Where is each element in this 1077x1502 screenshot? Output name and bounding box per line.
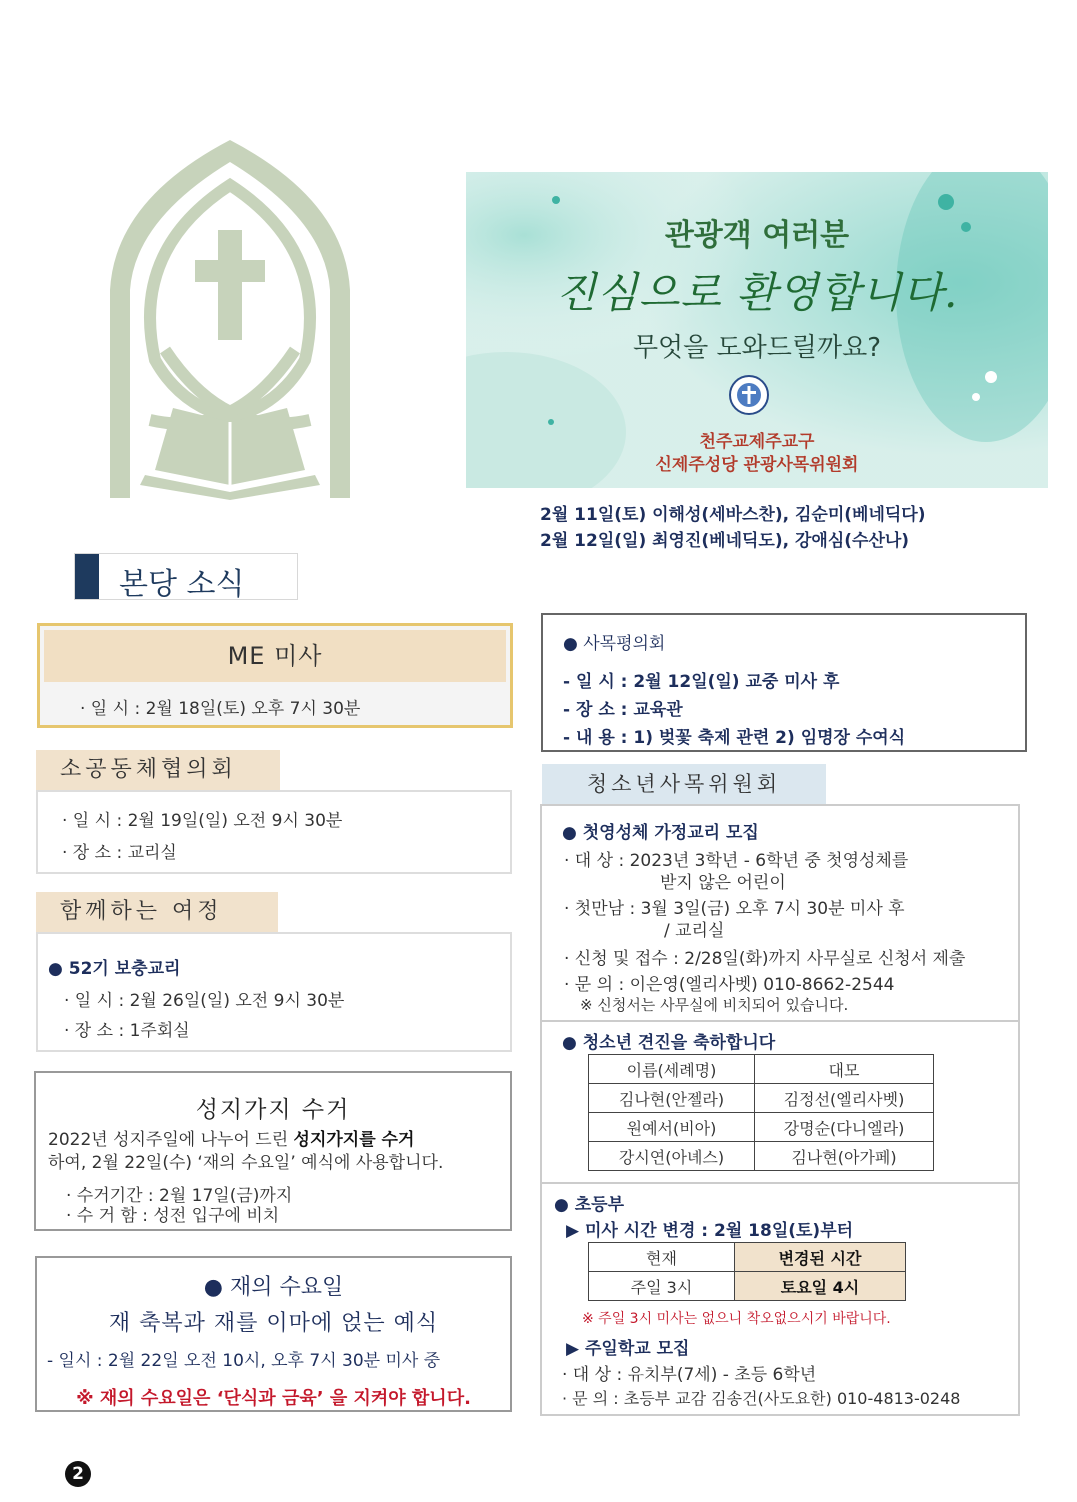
table-cell: 김나현(아가페)	[755, 1142, 934, 1171]
table-cell: 강명순(다니엘라)	[755, 1113, 934, 1142]
palm-box-location: · 수 거 함 : 성전 입구에 비치	[66, 1206, 280, 1226]
elementary-note: ※ 주일 3시 미사는 없으니 착오없으시기 바랍니다.	[582, 1311, 891, 1327]
ash-warning: ※ 재의 수요일은 ‘단식과 금육’ 을 지켜야 합니다.	[76, 1388, 471, 1409]
table-row	[589, 1272, 906, 1301]
divider	[542, 1182, 1018, 1184]
together-time: · 일 시 : 2월 26일(일) 오전 9시 30분	[64, 991, 345, 1011]
page-number: 2	[65, 1461, 91, 1487]
palm-period: · 수거기간 : 2월 17일(금)까지	[66, 1186, 293, 1206]
sunday-school-target: · 대 상 : 유치부(7세) - 초등 6학년	[562, 1365, 817, 1385]
palm-collection-box	[34, 1071, 512, 1231]
palm-paragraph	[48, 1129, 498, 1175]
church-arch-icon	[105, 140, 355, 500]
palm-text-c: 하여, 2월 22일(수) ‘재의 수요일’ 예식에 사용합니다.	[48, 1153, 444, 1173]
divider	[542, 1020, 1018, 1022]
communion-contact: · 문 의 : 이은영(엘리사벳) 010-8662-2544	[564, 975, 895, 995]
ash-title: ● 재의 수요일	[203, 1275, 344, 1300]
table-header-cell: 현재	[589, 1243, 735, 1272]
table-row	[589, 1113, 934, 1142]
table-cell: 주일 3시	[589, 1272, 735, 1301]
together-place: · 장 소 : 1주회실	[64, 1021, 190, 1041]
small-community-place: · 장 소 : 교리실	[62, 843, 177, 863]
sunday-school-title: ▶ 주일학교 모집	[566, 1339, 690, 1359]
section-header-bar	[75, 554, 99, 599]
mass-time-table	[588, 1242, 906, 1301]
table-cell: 김정선(엘리사벳)	[755, 1084, 934, 1113]
ash-time: - 일시 : 2월 22일 오전 10시, 오후 7시 30분 미사 중	[47, 1351, 441, 1371]
table-cell: 김나현(안젤라)	[589, 1084, 755, 1113]
small-community-time: · 일 시 : 2월 19일(일) 오전 9시 30분	[62, 811, 343, 831]
confirmation-title: ● 청소년 견진을 축하합니다	[562, 1033, 776, 1053]
together-title: 함께하는 여정	[36, 892, 278, 932]
ash-subtitle: 재 축복과 재를 이마에 얹는 예식	[108, 1311, 439, 1336]
banner-org2: 신제주성당 관광사목위원회	[655, 455, 859, 475]
me-mass-time: · 일 시 : 2월 18일(토) 오후 7시 30분	[80, 699, 361, 719]
banner-line1: 관광객 여러분	[664, 218, 850, 253]
together-box	[36, 932, 512, 1052]
communion-title: ● 첫영성체 가정교리 모집	[562, 823, 759, 843]
pastoral-title: ● 사목평의회	[563, 634, 666, 654]
pastoral-time: - 일 시 : 2월 12일(일) 교중 미사 후	[563, 672, 840, 692]
table-header-cell: 변경된 시간	[735, 1243, 906, 1272]
elementary-title: ● 초등부	[554, 1195, 625, 1215]
ash-wednesday-box	[35, 1256, 512, 1412]
together-item: ● 52기 보충교리	[48, 959, 181, 979]
communion-first-meeting-cont: / 교리실	[664, 921, 725, 941]
parish-logo	[105, 140, 355, 500]
communion-first-meeting: · 첫만남 : 3월 3일(금) 오후 7시 30분 미사 후	[564, 899, 905, 919]
tourist-welcome-banner	[466, 172, 1048, 488]
palm-title: 성지가지 수거	[195, 1097, 351, 1123]
mass-time-change: ▶ 미사 시간 변경 : 2월 18일(토)부터	[566, 1221, 854, 1241]
banner-line2: 진심으로 환영합니다.	[555, 268, 959, 317]
banner-line3: 무엇을 도와드릴까요?	[632, 333, 882, 363]
small-community-title: 소공동체협의회	[36, 750, 280, 790]
table-row	[589, 1084, 934, 1113]
table-cell: 원예서(비아)	[589, 1113, 755, 1142]
palm-text-b: 성지가지를 수거	[293, 1130, 415, 1150]
youth-committee-title: 청소년사목위원회	[542, 764, 826, 804]
banner-org1: 천주교제주교구	[699, 432, 815, 452]
table-row	[589, 1055, 934, 1084]
pastoral-content: - 내 용 : 1) 벚꽃 축제 관련 2) 임명장 수여식	[563, 728, 906, 748]
youth-committee-box	[540, 804, 1020, 1416]
small-community-box	[36, 790, 512, 874]
section-title: 본당 소식	[119, 567, 245, 602]
me-mass-box	[37, 623, 513, 728]
confirmation-table	[588, 1054, 934, 1171]
pastoral-place: - 장 소 : 교육관	[563, 700, 683, 720]
welcome-line2: 2월 12일(일) 최영진(베네딕도), 강애심(수산나)	[540, 531, 910, 551]
pastoral-council-box	[541, 613, 1027, 752]
sunday-school-contact: · 문 의 : 초등부 교감 김송건(사도요한) 010-4813-0248	[562, 1389, 961, 1408]
table-cell: 토요일 4시	[735, 1272, 906, 1301]
welcome-line1: 2월 11일(토) 이해성(세바스찬), 김순미(베네딕다)	[540, 505, 926, 525]
me-mass-title: ME 미사	[44, 630, 506, 682]
diocese-seal-icon	[729, 375, 769, 415]
table-row	[589, 1142, 934, 1171]
communion-target-cont: 받지 않은 어린이	[660, 873, 786, 893]
communion-target: · 대 상 : 2023년 3학년 - 6학년 중 첫영성체를	[564, 851, 909, 871]
communion-apply: · 신청 및 접수 : 2/28일(화)까지 사무실로 신청서 제출	[564, 949, 966, 969]
table-cell: 강시연(아녜스)	[589, 1142, 755, 1171]
welcome-volunteers	[540, 502, 926, 554]
table-header-cell: 이름(세례명)	[589, 1055, 755, 1084]
section-header	[74, 553, 298, 600]
palm-text-a: 2022년 성지주일에 나누어 드린	[48, 1130, 294, 1150]
communion-note: ※ 신청서는 사무실에 비치되어 있습니다.	[580, 996, 849, 1014]
table-header-cell: 대모	[755, 1055, 934, 1084]
table-row	[589, 1243, 906, 1272]
